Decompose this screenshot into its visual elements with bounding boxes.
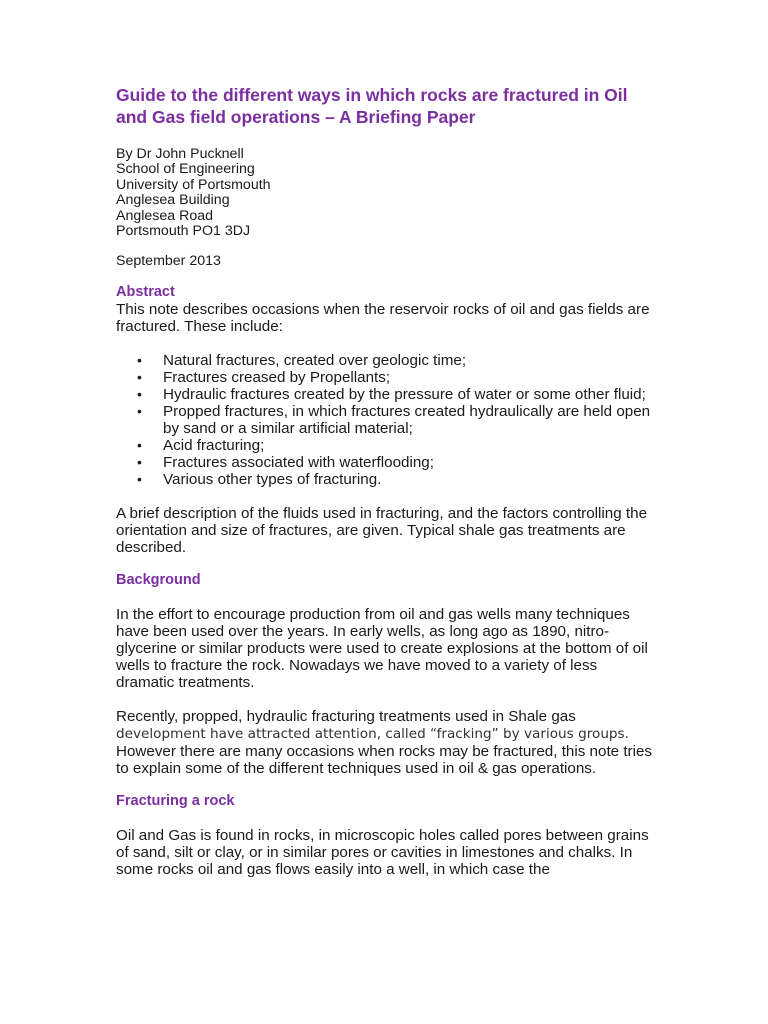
background-paragraph-2 [116,708,656,777]
background-paragraph-2-line-1: Recently, propped, hydraulic fracturing treatments used in Shale gas [116,708,576,726]
bullet-icon: • [137,437,142,454]
author-line: Portsmouth PO1 3DJ [116,223,251,240]
abstract-intro: This note describes occasions when the reservoir rocks of oil and gas fields are fractured. These include: [116,301,650,336]
background-paragraph-2-line-2: development have attracted attention, called “fracking” by various groups. [116,726,629,743]
bullet-icon: • [137,386,142,403]
author-line: Anglesea Building [116,192,230,209]
bullet-icon: • [137,471,142,488]
bullet-icon: • [137,403,142,420]
background-paragraph-2-rest: However there are many occasions when rocks may be fractured, this note tries to explain some of the different techniques used in oil & gas operations. [116,743,653,778]
list-item [116,352,656,369]
author-line: By Dr John Pucknell [116,146,244,162]
list-item [116,403,656,437]
abstract-summary: A brief description of the fluids used in fracturing, and the factors controlling the orientation and size of fractures, are given. Typical shale gas treatments are described. [116,505,648,557]
list-item [116,454,656,471]
list-item-text: Propped fractures, in which fractures created hydraulically are held open by sand or a similar artificial material; [163,403,651,438]
fracture-types-list [116,352,656,488]
fracturing-heading: Fracturing a rock [116,793,235,810]
document-title: Guide to the different ways in which rocks are fractured in Oil and Gas field operations – A Briefing Paper [116,85,628,127]
list-item [116,386,656,403]
author-line: School of Engineering [116,161,255,178]
bullet-icon: • [137,369,142,386]
list-item-text: Acid fracturing; [163,437,265,455]
document-date: September 2013 [116,253,221,270]
background-heading: Background [116,572,201,589]
author-block [116,147,656,239]
abstract-heading: Abstract [116,284,175,301]
bullet-icon: • [137,454,142,471]
list-item [116,437,656,454]
list-item [116,369,656,386]
background-paragraph-1: In the effort to encourage production from oil and gas wells many techniques have been used over the years. In early wells, as long ago as 1890, nitro-glycerine or similar products were used to create explosions at the bottom of oil wells to fracture the rock. Nowadays we have moved to a variety of less dramatic treatments. [116,606,648,692]
list-item-text: Hydraulic fractures created by the pressure of water or some other fluid; [163,386,646,404]
author-line: University of Portsmouth [116,176,271,193]
list-item-text: Various other types of fracturing. [163,471,382,489]
document-page [116,84,656,878]
author-line: Anglesea Road [116,207,214,224]
list-item [116,471,656,488]
list-item-text: Natural fractures, created over geologic time; [163,352,467,370]
list-item-text: Fractures creased by Propellants; [163,369,391,387]
bullet-icon: • [137,352,142,369]
fracturing-paragraph-1: Oil and Gas is found in rocks, in microscopic holes called pores between grains of sand, silt or clay, or in similar pores or cavities in limestones and chalks. In some rocks oil and gas flows easily into a well, in which case the [116,827,649,879]
list-item-text: Fractures associated with waterflooding; [163,454,434,472]
